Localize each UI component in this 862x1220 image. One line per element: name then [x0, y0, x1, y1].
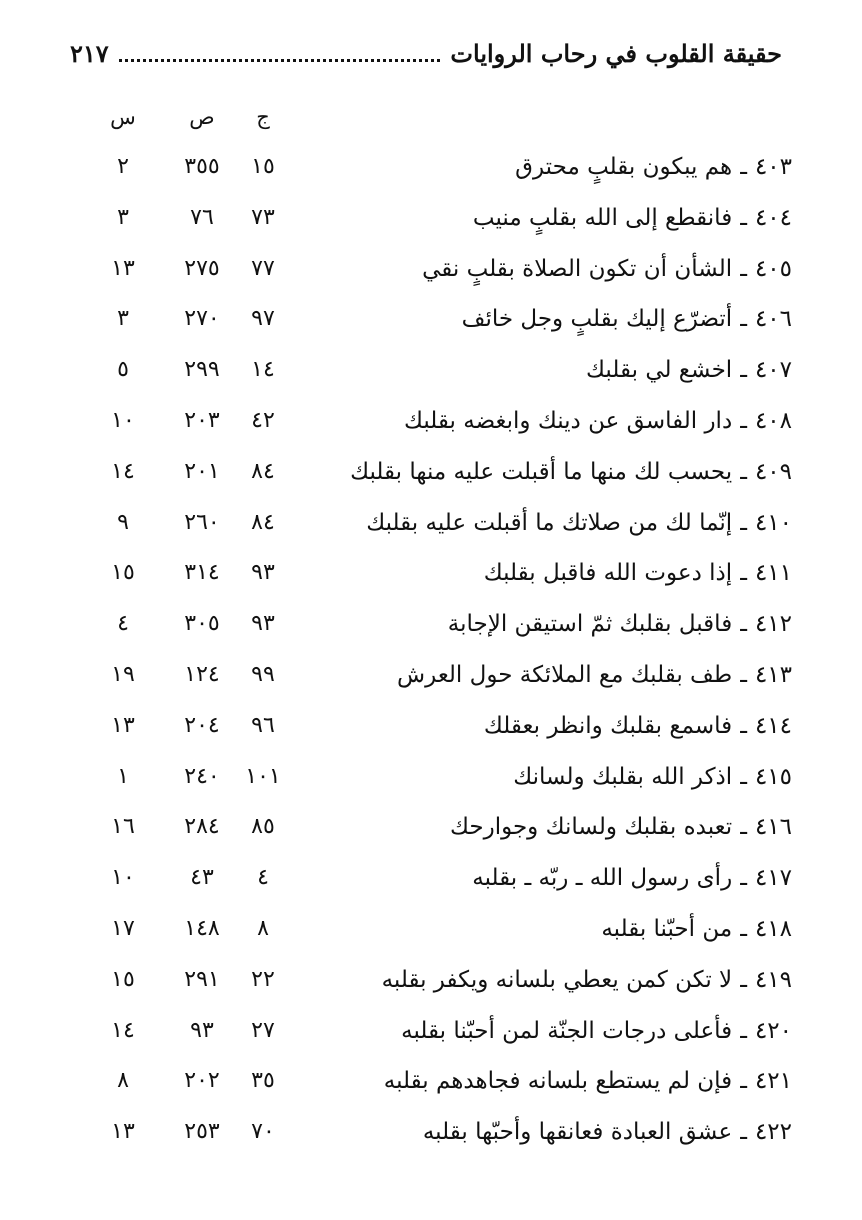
entry-dash: ـ: [740, 509, 747, 536]
table-row: [60, 1107, 792, 1158]
line-number: ٩: [117, 509, 129, 535]
entry-number: ٤٠٦: [754, 306, 792, 333]
entry-number: ٤١٠: [754, 509, 792, 536]
entry-number: ٤٠٩: [754, 458, 792, 485]
entry-number: ٤١٢: [754, 611, 792, 638]
entry-dash: ـ: [740, 560, 747, 587]
entry-text: طف بقلبك مع الملائكة حول العرش: [397, 661, 733, 688]
volume-number: ٤٢: [251, 407, 275, 433]
volume-number: ٨٤: [251, 458, 275, 484]
entry-text: من أحبّنا بقلبه: [601, 915, 733, 942]
page-number-cell: ٢٧٥: [184, 255, 220, 281]
entry: [322, 548, 792, 598]
volume-number: ٩٦: [251, 712, 275, 738]
page-number-cell: ٣١٤: [184, 560, 220, 586]
page-number-cell: ٢٠١: [184, 458, 220, 484]
entry-text: إنّما لك من صلاتك ما أقبلت عليه بقلبك: [366, 509, 733, 536]
volume-number: ٧٠: [251, 1119, 275, 1145]
volume-number: ٢٢: [251, 966, 275, 992]
entry-text: رأى رسول الله ـ ربّه ـ بقلبه: [472, 865, 733, 892]
volume-number: ٩٩: [251, 661, 275, 687]
line-number: ١٠: [111, 865, 135, 891]
line-number: ١٤: [111, 458, 135, 484]
table-header-row: [60, 92, 792, 142]
line-number: ١٧: [111, 915, 135, 941]
line-number: ١٦: [111, 814, 135, 840]
entry: [322, 752, 792, 802]
entry-text: لا تكن كمن يعطي بلسانه ويكفر بقلبه: [381, 966, 733, 993]
entry-text: فاقبل بقلبك ثمّ استيقن الإجابة: [447, 611, 733, 638]
entry: [322, 904, 792, 954]
dotted-leader: [119, 59, 441, 62]
line-number: ١: [117, 763, 129, 789]
table-row: [60, 1056, 792, 1107]
entry-number: ٤١٦: [754, 814, 792, 841]
line-number: ٨: [117, 1068, 129, 1094]
running-title: حقيقة القلوب في رحاب الروايات: [450, 39, 782, 68]
entry-dash: ـ: [740, 865, 747, 892]
volume-number: ١٥: [251, 154, 275, 179]
table-row: [60, 802, 792, 853]
line-number: ٢: [117, 154, 129, 179]
entry-text: الشأن أن تكون الصلاة بقلبٍ نقي: [422, 255, 733, 282]
table-row: [60, 548, 792, 599]
entry-number: ٤٢٠: [754, 1017, 792, 1044]
entry-dash: ـ: [740, 712, 747, 739]
entry: [322, 701, 792, 751]
table-row: [60, 294, 792, 345]
entry-text: هم يبكون بقلبٍ محترق: [515, 154, 733, 180]
entry-dash: ـ: [740, 357, 747, 384]
volume-number: ٤: [257, 865, 269, 891]
table-row: [60, 498, 792, 549]
page-number-cell: ٢٨٤: [184, 814, 220, 840]
entry: [322, 599, 792, 649]
page-number-cell: ١٢٤: [184, 661, 220, 687]
entry: [322, 1107, 792, 1157]
page-number-cell: ٧٦: [190, 204, 214, 230]
entry-dash: ـ: [740, 204, 747, 231]
table-row: [60, 853, 792, 904]
entry-text: يحسب لك منها ما أقبلت عليه منها بقلبك: [350, 458, 733, 485]
entry-number: ٤٢١: [754, 1068, 792, 1095]
line-number: ١٤: [111, 1017, 135, 1043]
entry-dash: ـ: [740, 661, 747, 688]
table-row: [60, 396, 792, 447]
column-header-page: ص: [189, 105, 215, 129]
line-number: ٥: [117, 357, 129, 383]
entry-number: ٤١٣: [754, 661, 792, 688]
entry-number: ٤١٤: [754, 712, 792, 739]
page-number-cell: ٣٥٥: [184, 154, 220, 179]
page-number-cell: ٢٥٣: [184, 1119, 220, 1145]
entry: [322, 955, 792, 1005]
volume-number: ٩٣: [251, 560, 275, 586]
entry-number: ٤٠٧: [754, 357, 792, 384]
line-number: ٤: [117, 611, 129, 637]
entry-number: ٤١٥: [754, 763, 792, 790]
table-row: [60, 955, 792, 1006]
entry-dash: ـ: [740, 306, 747, 333]
entry-dash: ـ: [740, 814, 747, 841]
page-number-cell: ٢٠٤: [184, 712, 220, 738]
line-number: ١٩: [111, 661, 135, 687]
table-row: [60, 701, 792, 752]
entry-dash: ـ: [740, 1119, 747, 1146]
table-row: [60, 599, 792, 650]
volume-number: ٢٧: [251, 1017, 275, 1043]
entry: [322, 142, 792, 192]
index-table: [60, 92, 792, 1158]
volume-number: ٨٥: [251, 814, 275, 840]
volume-number: ١٤: [251, 357, 275, 383]
entry-number: ٤٠٤: [754, 204, 792, 231]
page-number-cell: ٢٠٢: [184, 1068, 220, 1094]
entry-number: ٤١٨: [754, 915, 792, 942]
table-row: [60, 193, 792, 244]
table-row: [60, 904, 792, 955]
entry-dash: ـ: [740, 1068, 747, 1095]
entry: [322, 1056, 792, 1106]
entry-number: ٤٢٢: [754, 1119, 792, 1146]
table-body: [60, 142, 792, 1158]
entry: [322, 853, 792, 903]
line-number: ١٥: [111, 560, 135, 586]
entry: [322, 345, 792, 395]
entry-text: فأعلى درجات الجنّة لمن أحبّنا بقلبه: [401, 1017, 733, 1044]
table-row: [60, 1006, 792, 1057]
volume-number: ٨: [257, 915, 269, 941]
page-number-cell: ٢٤٠: [184, 763, 220, 789]
entry-text: دار الفاسق عن دينك وابغضه بقلبك: [403, 407, 733, 434]
entry-number: ٤١٩: [754, 966, 792, 993]
entry: [322, 396, 792, 446]
entry: [322, 498, 792, 548]
entry: [322, 802, 792, 852]
table-row: [60, 447, 792, 498]
entry: [322, 244, 792, 294]
entry-dash: ـ: [740, 611, 747, 638]
page-number-cell: ١٤٨: [184, 915, 220, 941]
entry: [322, 1006, 792, 1056]
volume-number: ٣٥: [251, 1068, 275, 1094]
line-number: ١٠: [111, 407, 135, 433]
entry-dash: ـ: [740, 1017, 747, 1044]
line-number: ٣: [117, 306, 129, 332]
column-header-line: س: [110, 105, 136, 129]
line-number: ١٣: [111, 255, 135, 281]
table-row: [60, 650, 792, 701]
entry-dash: ـ: [740, 458, 747, 485]
entry: [322, 294, 792, 344]
column-header-volume: ج: [256, 105, 270, 129]
entry-dash: ـ: [740, 255, 747, 282]
entry-dash: ـ: [740, 763, 747, 790]
entry-dash: ـ: [740, 407, 747, 434]
line-number: ١٣: [111, 1119, 135, 1145]
page-number-cell: ٣٠٥: [184, 611, 220, 637]
page-number: ٢١٧: [70, 39, 109, 68]
volume-number: ٨٤: [251, 509, 275, 535]
entry-text: فاسمع بقلبك وانظر بعقلك: [483, 712, 733, 739]
volume-number: ٧٣: [251, 204, 275, 230]
entry-text: اذكر الله بقلبك ولسانك: [513, 763, 733, 790]
entry-text: فانقطع إلى الله بقلبٍ منيب: [472, 204, 733, 231]
entry-dash: ـ: [740, 154, 747, 180]
line-number: ١٣: [111, 712, 135, 738]
entry-number: ٤٠٣: [754, 154, 792, 180]
entry-text: فإن لم يستطع بلسانه فجاهدهم بقلبه: [383, 1068, 733, 1095]
page-number-cell: ٩٣: [190, 1017, 214, 1043]
page-number-cell: ٢٦٠: [184, 509, 220, 535]
table-row: [60, 752, 792, 803]
page-number-cell: ٢٠٣: [184, 407, 220, 433]
page-number-cell: ٢٩١: [184, 966, 220, 992]
line-number: ١٥: [111, 966, 135, 992]
running-header: [70, 34, 782, 68]
entry: [322, 193, 792, 243]
entry: [322, 650, 792, 700]
entry-text: عشق العبادة فعانقها وأحبّها بقلبه: [422, 1119, 733, 1146]
volume-number: ١٠١: [245, 763, 281, 789]
entry-text: إذا دعوت الله فاقبل بقلبك: [483, 560, 733, 587]
entry-text: اخشع لي بقلبك: [586, 357, 733, 384]
entry-dash: ـ: [740, 966, 747, 993]
entry: [322, 447, 792, 497]
page-number-cell: ٤٣: [190, 865, 214, 891]
page-number-cell: ٢٩٩: [184, 357, 220, 383]
table-row: [60, 142, 792, 193]
table-row: [60, 345, 792, 396]
entry-number: ٤١١: [754, 560, 792, 587]
entry-text: أتضرّع إليك بقلبٍ وجل خائف: [461, 306, 733, 333]
volume-number: ٩٧: [251, 306, 275, 332]
page-number-cell: ٢٧٠: [184, 306, 220, 332]
entry-dash: ـ: [740, 915, 747, 942]
table-row: [60, 244, 792, 295]
entry-text: تعبده بقلبك ولسانك وجوارحك: [449, 814, 733, 841]
volume-number: ٩٣: [251, 611, 275, 637]
entry-number: ٤٠٨: [754, 407, 792, 434]
volume-number: ٧٧: [251, 255, 275, 281]
entry-number: ٤٠٥: [754, 255, 792, 282]
line-number: ٣: [117, 204, 129, 230]
entry-number: ٤١٧: [754, 865, 792, 892]
